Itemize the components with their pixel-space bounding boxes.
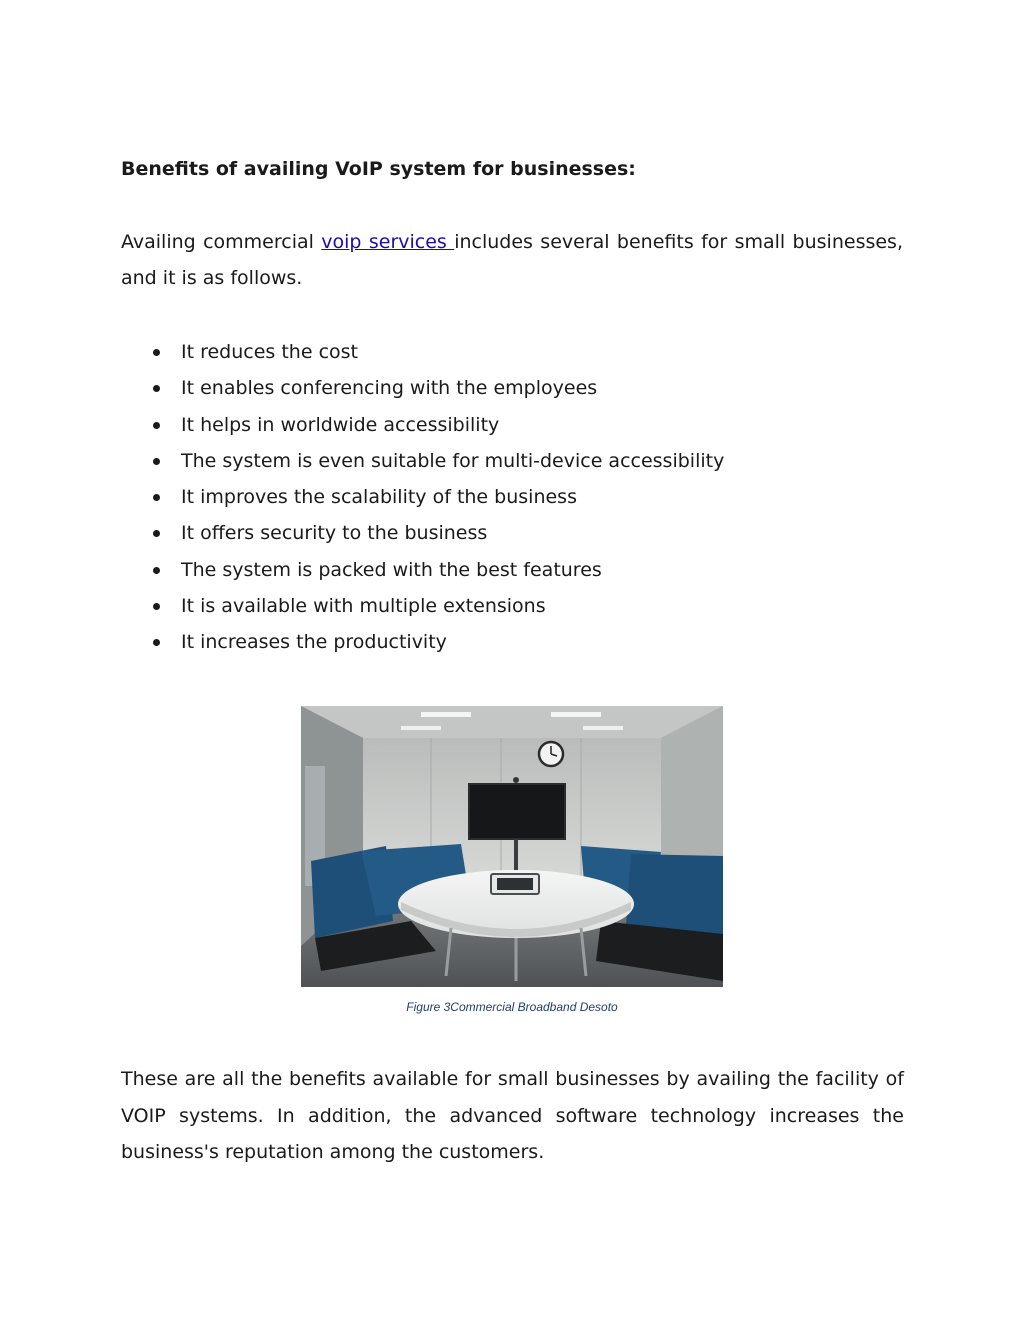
list-item-text: It increases the productivity bbox=[181, 631, 447, 654]
benefits-list bbox=[121, 334, 724, 661]
list-item bbox=[121, 479, 724, 515]
list-item bbox=[121, 515, 724, 551]
list-item-text: It is available with multiple extensions bbox=[181, 595, 546, 618]
list-item-text: It offers security to the business bbox=[181, 522, 488, 545]
voip-services-link[interactable]: voip services bbox=[321, 231, 455, 253]
bullet-icon bbox=[153, 422, 160, 429]
list-item-text: The system is even suitable for multi-device accessibility bbox=[181, 449, 725, 472]
intro-text-after: includes several benefits for small businesses, and it is as follows. bbox=[121, 231, 903, 289]
intro-text-before: Availing commercial bbox=[121, 231, 322, 253]
list-item bbox=[121, 334, 724, 370]
bullet-icon bbox=[153, 603, 160, 610]
bullet-icon bbox=[153, 494, 160, 501]
intro-paragraph bbox=[121, 224, 903, 296]
list-item bbox=[121, 407, 724, 443]
list-item-text: The system is packed with the best features bbox=[181, 558, 602, 581]
list-item-text: It reduces the cost bbox=[181, 341, 358, 363]
closing-paragraph: These are all the benefits available for small businesses by availing the facility of VOIP systems. In addition, the advanced software technology increases the business's reputation among the customers. bbox=[121, 1068, 904, 1163]
list-item-text: It improves the scalability of the business bbox=[181, 486, 577, 509]
section-heading: Benefits of availing VoIP system for businesses: bbox=[121, 158, 636, 180]
bullet-icon bbox=[153, 639, 160, 646]
list-item-text: It helps in worldwide accessibility bbox=[181, 413, 500, 436]
meeting-room-photo bbox=[301, 706, 723, 987]
bullet-icon bbox=[153, 530, 160, 537]
bullet-icon bbox=[153, 349, 160, 356]
list-item bbox=[121, 588, 724, 624]
bullet-icon bbox=[153, 567, 160, 574]
list-item-text: It enables conferencing with the employees bbox=[181, 377, 598, 400]
meeting-room-illustration bbox=[301, 706, 723, 987]
list-item bbox=[121, 624, 724, 660]
figure-caption: Figure 3Commercial Broadband Desoto bbox=[406, 1000, 618, 1014]
list-item bbox=[121, 552, 724, 588]
bullet-icon bbox=[153, 385, 160, 392]
bullet-icon bbox=[153, 458, 160, 465]
list-item bbox=[121, 443, 724, 479]
list-item bbox=[121, 370, 724, 406]
